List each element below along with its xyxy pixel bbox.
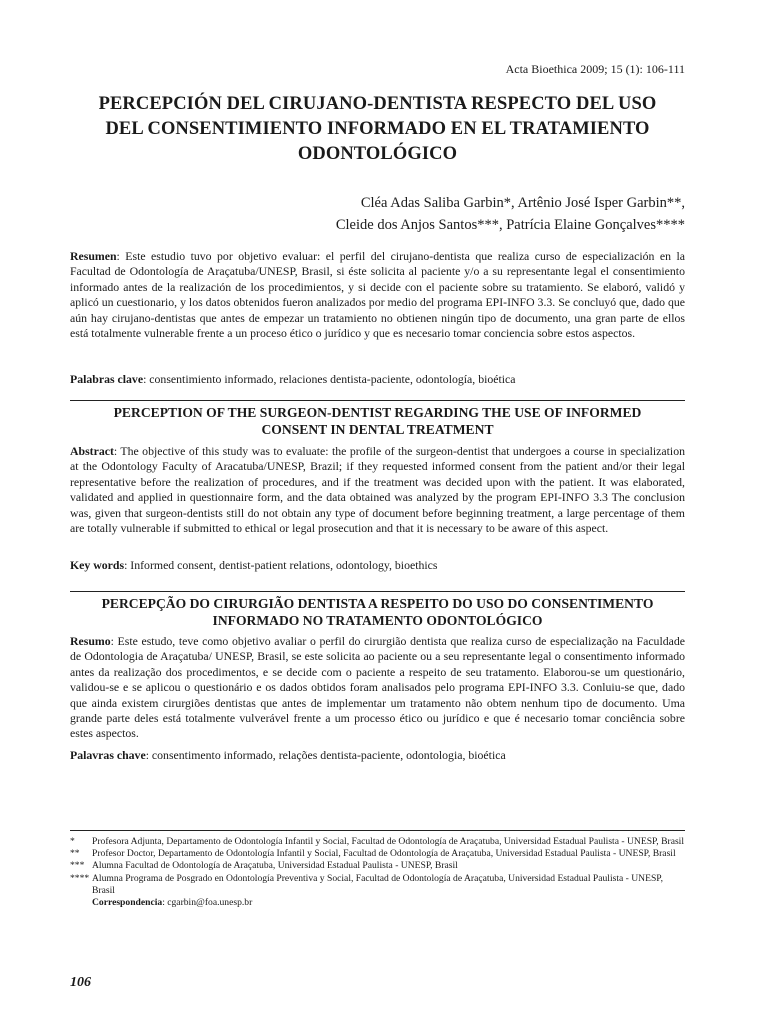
abstract-label: Resumen [70,249,117,263]
title-line: PERCEPCIÓN DEL CIRUJANO-DENTISTA RESPECTO DEL USO [98,94,657,114]
title-line: PERCEPTION OF THE SURGEON-DENTIST REGARDING THE USE OF INFORMED [113,405,642,420]
spanish-keywords [70,372,685,387]
journal-reference: Acta Bioethica 2009; 15 (1): 106-111 [505,62,685,76]
section-divider [70,400,685,401]
page-number: 106 [70,975,91,990]
abstract-text: : Este estudio tuvo por objetivo evaluar: el perfil del cirujano-dentista que realiza curso de especialización en la Facultad de Odontología de Araçatuba/UNESP, Brasil, si éste solicita al paciente y/o a su representante legal el consentimiento informado antes de la realización de los procedimientos, y si decide con el paciente sobre su tratamiento. Se elaboró, validó y aplicó un cuestionario, y los datos obtenidos fueron analizados por medio del programa EPI-INFO 3.3. Se concluyó que, dado que aún hay cirujano-dentistas que antes de empezar un tratamiento no obtienen ningún tipo de documento, una gran parte de ellos está totalmente vulnerable frente a un proceso ético o jurídico y que es necesario tomar conciencia sobre estos aspectos. [70,249,685,341]
authors-line: Cleide dos Anjos Santos***, Patrícia Elaine Gonçalves**** [335,217,685,233]
footnote [70,873,685,897]
keywords-label: Palabras clave [70,372,144,386]
footnote-divider [70,830,685,831]
portuguese-title [70,595,685,629]
keywords-text: : consentimiento informado, relaciones dentista-paciente, odontología, bioética [143,372,516,386]
english-title [70,404,685,438]
title-line: INFORMADO NO TRATAMENTO ODONTOLÓGICO [212,613,543,628]
footnote-mark: *** [70,860,85,872]
keywords-text: : Informed consent, dentist-patient relations, odontology, bioethics [124,558,438,572]
spanish-abstract [70,249,685,341]
section-divider [70,591,685,592]
portuguese-keywords [70,748,685,763]
footnote-text: Alumna Programa de Posgrado en Odontología Preventiva y Social, Facultad de Odontología de Araçatuba, Universidad Estadual Paulista - UNESP, Brasil [92,872,663,896]
title-line: CONSENT IN DENTAL TREATMENT [261,422,494,437]
keywords-label: Key words [70,558,125,572]
abstract-label: Abstract [70,444,114,458]
footnotes [70,836,685,909]
title-line: PERCEPÇÃO DO CIRURGIÃO DENTISTA A RESPEITO DO USO DO CONSENTIMENTO [101,596,654,611]
footnote-text: Alumna Facultad de Odontología de Araçatuba, Universidad Estadual Paulista - UNESP, Brasil [92,860,458,872]
english-abstract [70,444,685,536]
keywords-label: Palavras chave [70,748,146,762]
keywords-text: : consentimento informado, relações dentista-paciente, odontologia, bioética [145,748,506,762]
footnote [70,836,685,848]
footnote-mark: * [70,836,75,847]
article-page [70,0,685,1024]
footnote-text: Profesora Adjunta, Departamento de Odontología Infantil y Social, Facultad de Odontología de Araçatuba, Universidad Estadual Paulista - UNESP, Brasil [92,836,685,847]
footnote-text: Profesor Doctor, Departamento de Odontología Infantil y Social, Facultad de Odontología de Araçatuba, Universidad Estadual Paulista - UNESP, Brasil [92,848,676,860]
correspondence-email: : cgarbin@foa.unesp.br [162,897,253,909]
english-keywords [70,558,685,573]
portuguese-abstract [70,634,685,742]
title-line: ODONTOLÓGICO [297,144,458,164]
abstract-label: Resumo [70,634,111,648]
author-list [336,192,685,236]
footnote [70,848,685,860]
authors-line: Cléa Adas Saliba Garbin*, Artênio José Isper Garbin**, [360,195,685,211]
article-title-spanish [70,92,685,167]
footnote-mark: **** [70,872,90,884]
abstract-text: : The objective of this study was to evaluate: the profile of the surgeon-dentist that undergoes a course in specialization at the Odontology Faculty of Aracatuba/UNESP, Brazil; if they requested informed consent from the patient and/or their legal representative before the realization of procedures, and if the treatment was decided upon with the patient. It was elaborated, validated and applied in questionnaire form, and the data obtained was analyzed by the program EPI-INFO 3.3 The conclusion was, given that surgeon-dentists still do not obtain any type of document before beginning treatment, a large percentage of them are totally vulnerable if submitted to ethical or legal prosecution and that it is necessary to be aware of this aspect. [70,444,685,536]
footnote-mark: ** [70,848,80,860]
correspondence-label: Correspondencia [92,897,163,909]
abstract-text: : Este estudo, teve como objetivo avaliar o perfil do cirurgião dentista que realiza curso de especialização na Faculdade de Odontologia de Araçatuba/ UNESP, Brasil, se este solicita ao paciente ou a seu representante legal o consentimento informado antes da realização dos procedimentos, e se decide com o paciente a respeito de seu tratamento. Elaborou-se um questionário, validou-se e se aplicou o questionário e os dados obtidos foram analisados pelo programa EPI-INFO 3.3. Conluiu-se que, dado que ainda existem cirurgiões dentistas que antes de implementar um tratamento não obtem nenhum tipo de documento. Uma grande parte deles está totalmente vulverável frente a um processo ético ou jurídico e que é necesario tomar conciência sobre estes aspectos. [70,634,685,741]
correspondence [70,897,685,909]
footnote [70,860,685,872]
title-line: DEL CONSENTIMIENTO INFORMADO EN EL TRATAMIENTO [105,119,650,139]
